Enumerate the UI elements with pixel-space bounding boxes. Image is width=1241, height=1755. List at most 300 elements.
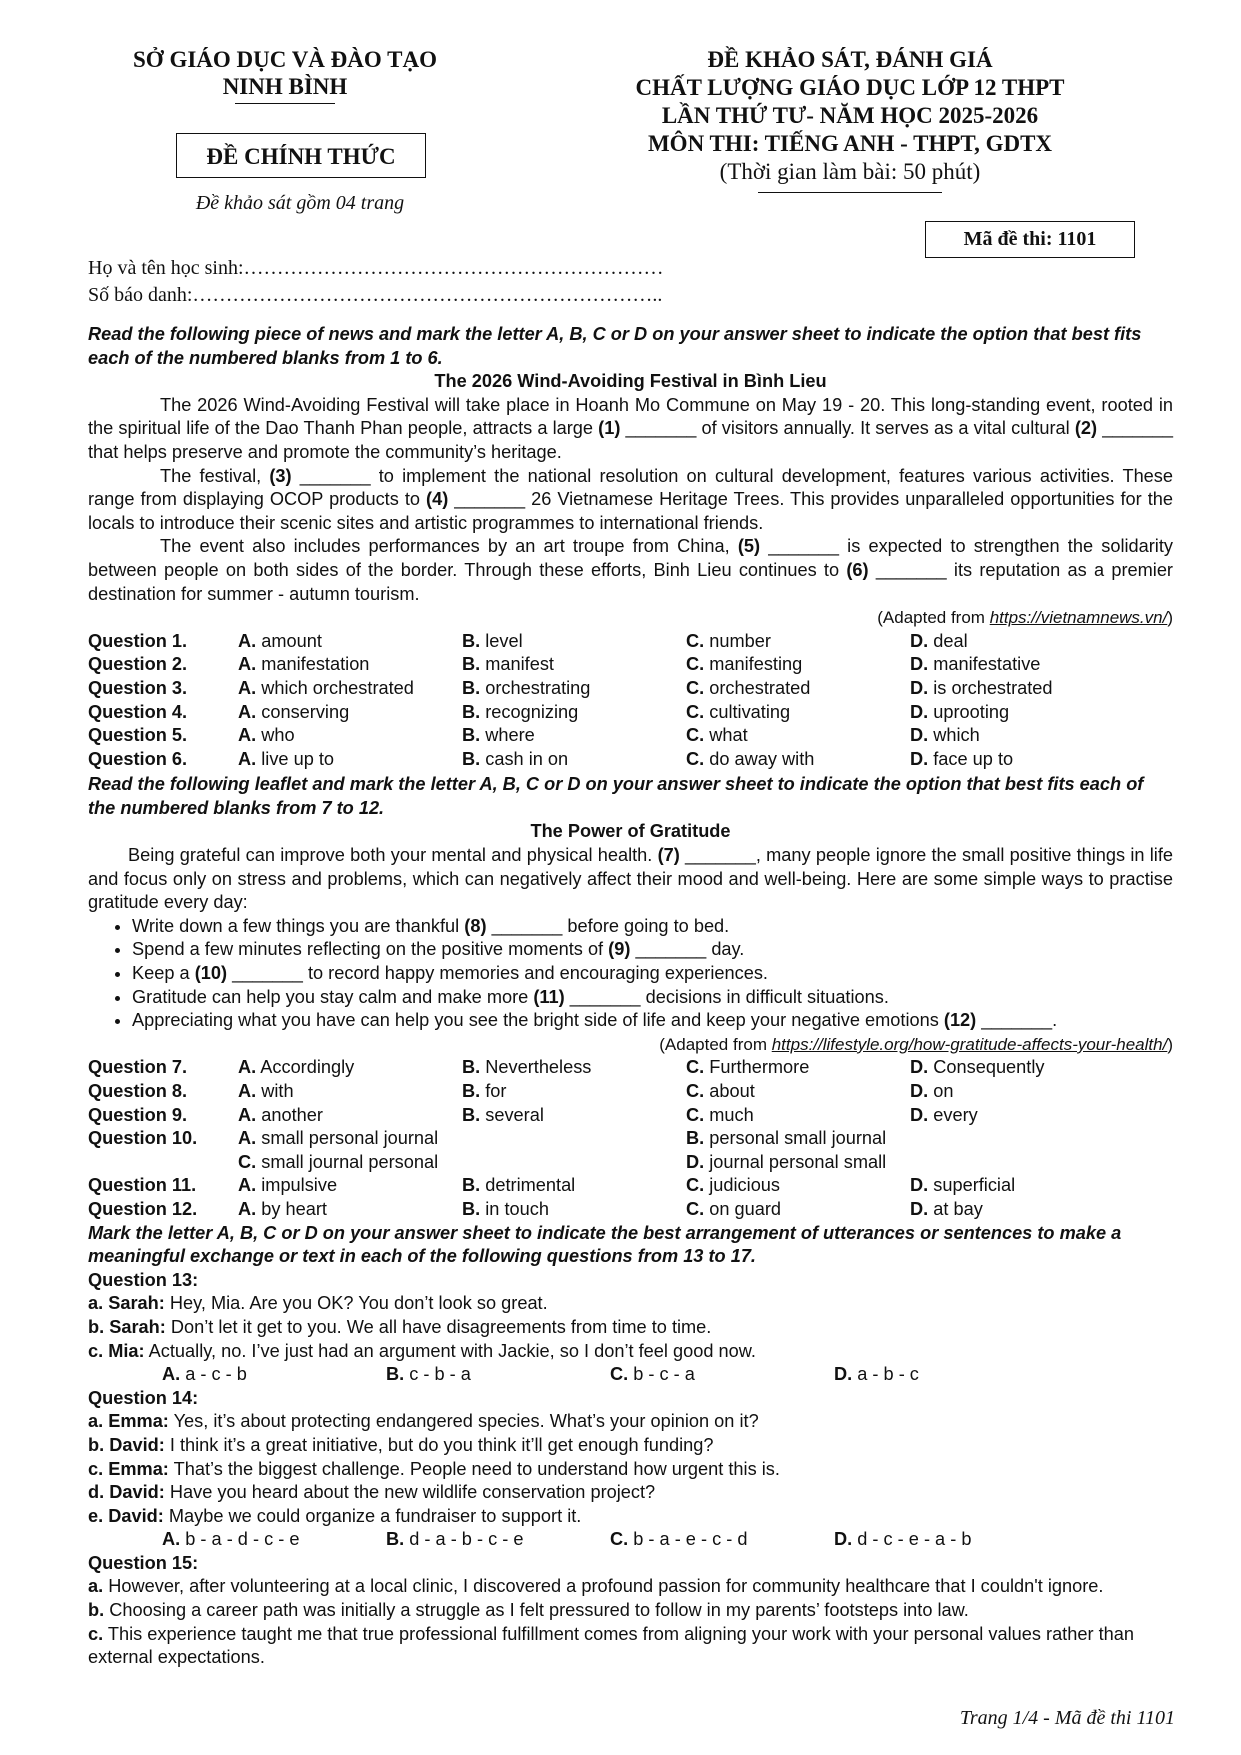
utterance-text: Have you heard about the new wildlife conservation project?: [164, 1482, 656, 1503]
option-a[interactable]: [238, 677, 462, 701]
sentence-text: However, after volunteering at a local clinic, I discovered a profound passion for community healthcare that I couldn't ignore.: [103, 1576, 1104, 1597]
title-divider: [758, 192, 942, 193]
option-text: personal small journal: [709, 1128, 887, 1149]
option-text: what: [709, 725, 748, 746]
option-letter: C.: [686, 630, 705, 651]
option-letter: C.: [686, 1198, 705, 1219]
option-letter: A.: [238, 701, 257, 722]
table-row: [88, 1198, 1173, 1222]
utterance: [88, 1505, 1173, 1529]
option-b[interactable]: [462, 748, 686, 772]
leaflet-title: The Power of Gratitude: [530, 821, 731, 842]
option-a[interactable]: [238, 724, 462, 748]
option-text: for: [485, 1081, 507, 1101]
option-c[interactable]: [686, 1198, 910, 1222]
table-row: [88, 630, 1173, 654]
list-item: [132, 986, 1173, 1010]
option-letter: C.: [686, 654, 705, 675]
blank-marker: (9): [608, 939, 631, 960]
text-run: _______ to implement the national resolution on cultural development, features various activities. These range from displaying OCOP products to: [88, 465, 1174, 510]
option-letter: B.: [462, 1175, 481, 1196]
text-run: _______ decisions in difficult situations.: [564, 986, 889, 1007]
text-run: The festival,: [160, 465, 270, 486]
department-header: [95, 46, 475, 104]
utterance-tag: d. David:: [88, 1482, 165, 1503]
option-c[interactable]: [686, 630, 910, 654]
option-letter: D.: [834, 1364, 853, 1385]
option-b[interactable]: [462, 653, 686, 677]
sentence-tag: a.: [88, 1576, 104, 1597]
option-text: orchestrated: [709, 677, 811, 698]
option-letter: A.: [238, 748, 257, 769]
table-row: [88, 701, 1173, 725]
option-letter: C.: [686, 1175, 705, 1196]
article-title: The 2026 Wind-Avoiding Festival in Bình Lieu: [434, 371, 827, 392]
exam-title-line2: CHẤT LƯỢNG GIÁO DỤC LỚP 12 THPT: [635, 75, 1065, 100]
utterance: [88, 1410, 1173, 1434]
table-row: [88, 1151, 1173, 1175]
option-text: small personal journal: [261, 1128, 439, 1149]
option-text: manifestative: [933, 654, 1041, 675]
option-text: at bay: [933, 1198, 983, 1219]
option-text: with: [261, 1081, 294, 1101]
utterance: [88, 1292, 1173, 1316]
option-text: which orchestrated: [261, 677, 414, 698]
option-letter: D.: [910, 1175, 929, 1196]
option-letter: D.: [910, 701, 929, 722]
source-link[interactable]: https://lifestyle.org/how-gratitude-affects-your-health/: [771, 1034, 1168, 1054]
text-run: Keep a: [132, 963, 195, 984]
question-label: Question 5.: [88, 725, 188, 746]
option-letter: B.: [462, 1104, 481, 1125]
option-text: several: [485, 1104, 544, 1125]
question-10: [88, 1127, 1173, 1174]
option-letter: D.: [910, 1081, 929, 1101]
blank-marker: (11): [533, 986, 565, 1007]
option-text: uprooting: [933, 701, 1010, 722]
option-letter: B.: [462, 654, 481, 675]
option-c[interactable]: [686, 1056, 910, 1080]
option-letter: D.: [910, 677, 929, 698]
option-text: journal personal small: [709, 1151, 887, 1172]
option-text: level: [485, 630, 523, 651]
option-text: live up to: [261, 748, 335, 769]
option-letter: C.: [686, 677, 705, 698]
option-letter: D.: [910, 748, 929, 769]
table-row: [88, 1104, 1173, 1128]
option-b[interactable]: [462, 630, 686, 654]
option-d[interactable]: [910, 1174, 1173, 1198]
option-d[interactable]: [910, 1080, 1173, 1104]
option-letter: C.: [686, 1057, 705, 1078]
text-run: Appreciating what you have can help you see the bright side of life and keep your negative emotions: [132, 1010, 944, 1031]
option-text: judicious: [709, 1175, 781, 1196]
option-letter: B.: [462, 677, 481, 698]
header-divider: [235, 103, 335, 104]
option-letter: D.: [834, 1529, 853, 1550]
option-a[interactable]: [238, 1174, 462, 1198]
option-d[interactable]: [910, 748, 1173, 772]
sentence-tag: c.: [88, 1623, 104, 1644]
text-run: _______ before going to bed.: [486, 915, 730, 936]
option-letter: D.: [910, 1057, 929, 1078]
utterance: [88, 1458, 1173, 1482]
table-row: [88, 1080, 1173, 1104]
table-row: [88, 1127, 1173, 1151]
option-letter: C.: [238, 1151, 257, 1172]
option-b[interactable]: [462, 701, 686, 725]
option-text: deal: [933, 630, 968, 651]
option-b[interactable]: [462, 1104, 686, 1128]
option-a[interactable]: [238, 701, 462, 725]
option-letter: B.: [462, 1198, 481, 1219]
option-text: recognizing: [485, 701, 579, 722]
option-letter: A.: [238, 630, 257, 651]
exam-title-line3: LẦN THỨ TƯ- NĂM HỌC 2025-2026: [661, 103, 1039, 128]
option-text: is orchestrated: [933, 677, 1053, 698]
option-a[interactable]: [162, 1363, 386, 1387]
question-13-options: [88, 1363, 1173, 1387]
option-d[interactable]: [910, 1104, 1173, 1128]
option-text: Accordingly: [260, 1057, 355, 1078]
utterance-tag: e. David:: [88, 1505, 164, 1526]
option-d[interactable]: [910, 701, 1173, 725]
option-d[interactable]: [910, 724, 1173, 748]
text-run: _______, many people ignore the small positive things in life and focus only on stress and problems, which can negatively affect their mood and well-being. Here are some simple ways to practise gratitude every day:: [88, 845, 1173, 913]
article-source: [88, 606, 1173, 630]
text-run: Spend a few minutes reflecting on the positive moments of: [132, 939, 609, 960]
option-letter: B.: [462, 725, 481, 746]
sentence: [88, 1575, 1173, 1599]
option-text: impulsive: [261, 1175, 338, 1196]
option-letter: A.: [162, 1364, 181, 1385]
option-b[interactable]: [686, 1127, 1173, 1151]
department-name: SỞ GIÁO DỤC VÀ ĐÀO TẠO: [133, 47, 437, 72]
option-letter: A.: [238, 1128, 257, 1149]
option-c[interactable]: [610, 1363, 834, 1387]
option-letter: C.: [686, 725, 705, 746]
option-b[interactable]: [462, 1056, 686, 1080]
option-letter: C.: [686, 1104, 705, 1125]
question-label: Question 10.: [88, 1128, 198, 1149]
option-letter: D.: [910, 654, 929, 675]
option-c[interactable]: [686, 701, 910, 725]
source-suffix: ): [1167, 608, 1173, 628]
source-link[interactable]: https://vietnamnews.vn/: [989, 608, 1168, 628]
sentence: [88, 1623, 1173, 1670]
option-letter: A.: [238, 1198, 257, 1219]
option-text: d - c - e - a - b: [857, 1529, 972, 1550]
list-item: [132, 938, 1173, 962]
student-name-field[interactable]: Họ và tên học sinh:………………………………………………………: [88, 257, 664, 279]
exam-subject: MÔN THI: TIẾNG ANH - THPT, GDTX: [647, 131, 1053, 156]
table-row: [88, 748, 1173, 772]
option-c[interactable]: [686, 1080, 910, 1104]
option-d[interactable]: [910, 1198, 1173, 1222]
exam-time-note: (Thời gian làm bài: 50 phút): [719, 159, 981, 184]
section-1-instruction: Read the following piece of news and mark the letter A, B, C or D on your answer sheet to indicate the option that best fits each of the numbered blanks from 1 to 6.: [88, 324, 1142, 368]
option-b[interactable]: [462, 1080, 686, 1104]
option-text: about: [709, 1081, 755, 1101]
sentence-text: Choosing a career path was initially a struggle as I felt pressured to follow in my parents’ footsteps into law.: [104, 1600, 969, 1621]
article-paragraph-1: [88, 394, 1173, 465]
option-c[interactable]: [610, 1528, 834, 1552]
option-a[interactable]: [238, 630, 462, 654]
option-text: number: [709, 630, 771, 651]
question-label: Question 3.: [88, 677, 188, 698]
question-label: Question 4.: [88, 701, 188, 722]
blank-marker: (12): [943, 1010, 977, 1031]
option-c[interactable]: [686, 1104, 910, 1128]
option-text: Consequently: [933, 1057, 1045, 1078]
option-text: cash in on: [485, 748, 569, 769]
leaflet-bullets: [88, 915, 1173, 1033]
option-text: c - b - a: [409, 1364, 471, 1385]
utterance-tag: a. Emma:: [88, 1411, 169, 1432]
option-b[interactable]: [462, 1198, 686, 1222]
utterance: [88, 1434, 1173, 1458]
text-run: _______ is expected to strengthen the solidarity between people on both sides of the border. Through these efforts, Binh Lieu continues to: [88, 536, 1173, 580]
question-14-options: [88, 1528, 1173, 1552]
table-row: [88, 653, 1173, 677]
question-label: Question 15:: [88, 1552, 199, 1573]
question-label: Question 12.: [88, 1198, 198, 1219]
text-run: _______ day.: [630, 939, 745, 960]
option-text: b - a - d - c - e: [185, 1529, 300, 1550]
option-text: a - c - b: [185, 1364, 247, 1385]
option-letter: A.: [238, 1081, 257, 1101]
utterance: [88, 1316, 1173, 1340]
question-label: Question 8.: [88, 1081, 188, 1101]
leaflet-intro: [88, 844, 1173, 915]
option-c[interactable]: [686, 653, 910, 677]
sentence: [88, 1599, 1173, 1623]
option-a[interactable]: [238, 748, 462, 772]
sentence-tag: b.: [88, 1600, 105, 1621]
question-label: Question 7.: [88, 1057, 188, 1078]
article-paragraph-2: [88, 465, 1173, 536]
article-paragraph-3: [88, 535, 1173, 606]
option-letter: A.: [238, 1104, 257, 1125]
option-text: amount: [261, 630, 322, 651]
questions-1-6: [88, 630, 1173, 772]
utterance-text: Yes, it’s about protecting endangered species. What’s your opinion on it?: [168, 1411, 759, 1432]
text-run: _______ of visitors annually. It serves as a vital cultural: [620, 418, 1075, 439]
text-run: The 2026 Wind-Avoiding Festival will take place in Hoanh Mo Commune on May 19 - 20. This long-standing event, rooted in the spiritual life of the Dao Thanh Phan people, attracts a large: [88, 394, 1173, 439]
option-d[interactable]: [910, 677, 1173, 701]
option-letter: C.: [610, 1364, 629, 1385]
section-1: [88, 323, 1173, 1670]
option-c[interactable]: [238, 1151, 686, 1175]
text-run: Gratitude can help you stay calm and make more: [132, 986, 534, 1007]
option-text: where: [485, 725, 535, 746]
option-text: manifestation: [261, 654, 370, 675]
exam-title-line1: ĐỀ KHẢO SÁT, ĐÁNH GIÁ: [707, 47, 993, 72]
option-a[interactable]: [238, 653, 462, 677]
blank-marker: (1): [598, 418, 621, 439]
table-row: [88, 677, 1173, 701]
option-d[interactable]: [834, 1363, 1058, 1387]
text-run: Being grateful can improve both your mental and physical health.: [128, 845, 658, 866]
text-run: Write down a few things you are thankful: [132, 915, 465, 936]
utterance: [88, 1340, 1173, 1364]
blank-marker: (2): [1074, 418, 1098, 439]
blank-marker: (4): [426, 489, 449, 510]
option-letter: B.: [386, 1364, 405, 1385]
option-letter: B.: [686, 1128, 705, 1149]
text-run: _______ 26 Vietnamese Heritage Trees. This provides unparalleled opportunities for the locals to introduce their scenic sites and artistic programmes to international friends.: [88, 489, 1173, 533]
question-label: Question 13:: [88, 1269, 199, 1290]
option-c[interactable]: [686, 748, 910, 772]
option-text: detrimental: [485, 1175, 576, 1196]
option-letter: C.: [686, 748, 705, 769]
option-letter: A.: [238, 1057, 257, 1078]
option-d[interactable]: [910, 1056, 1173, 1080]
option-letter: C.: [610, 1529, 629, 1550]
option-text: which: [933, 725, 980, 746]
section-3-instruction: Mark the letter A, B, C or D on your answer sheet to indicate the best arrangement of utterances or sentences to make a meaningful exchange or text in each of the following questions from 13 to 17.: [88, 1222, 1122, 1267]
option-text: another: [261, 1104, 323, 1125]
question-label: Question 14:: [88, 1387, 199, 1408]
option-d[interactable]: [834, 1528, 1058, 1552]
blank-marker: (6): [846, 559, 869, 580]
question-15: [88, 1552, 1173, 1670]
question-14: [88, 1387, 1173, 1552]
option-text: b - c - a: [633, 1364, 695, 1385]
option-text: manifest: [485, 654, 554, 675]
option-b[interactable]: [462, 1174, 686, 1198]
option-a[interactable]: [238, 1198, 462, 1222]
option-text: do away with: [709, 748, 815, 769]
pages-note: Đề khảo sát gồm 04 trang: [195, 192, 405, 214]
blank-marker: (3): [269, 465, 292, 486]
utterance-text: I think it’s a great initiative, but do you think it’ll get enough funding?: [164, 1434, 714, 1455]
option-letter: B.: [462, 1057, 481, 1078]
question-label: Question 2.: [88, 654, 188, 675]
option-text: conserving: [261, 701, 350, 722]
option-text: orchestrating: [485, 677, 591, 698]
text-run: _______ to record happy memories and encouraging experiences.: [227, 963, 768, 984]
blank-marker: (5): [737, 536, 761, 557]
option-letter: D.: [910, 1104, 929, 1125]
option-letter: B.: [462, 1081, 481, 1101]
option-letter: A.: [238, 677, 257, 698]
option-a[interactable]: [238, 1127, 686, 1151]
student-id-field[interactable]: Số báo danh:……………………………………………………………..: [88, 284, 663, 306]
option-d[interactable]: [910, 630, 1173, 654]
option-c[interactable]: [686, 1174, 910, 1198]
blank-marker: (8): [464, 915, 487, 936]
text-run: The event also includes performances by an art troupe from China,: [160, 536, 738, 557]
option-b[interactable]: [462, 724, 686, 748]
option-letter: B.: [462, 701, 481, 722]
option-text: b - a - e - c - d: [633, 1529, 748, 1550]
text-run: _______ its reputation as a premier destination for summer - autumn tourism.: [88, 559, 1173, 604]
source-prefix: (Adapted from: [877, 608, 990, 628]
table-row: [88, 1174, 1173, 1198]
option-a[interactable]: [162, 1528, 386, 1552]
option-text: small journal personal: [261, 1151, 439, 1172]
utterance-tag: b. Sarah:: [88, 1316, 166, 1337]
option-letter: C.: [686, 701, 705, 722]
option-a[interactable]: [238, 1104, 462, 1128]
option-d[interactable]: [910, 653, 1173, 677]
exam-title-block: [575, 46, 1125, 193]
utterance: [88, 1481, 1173, 1505]
option-d[interactable]: [686, 1151, 1173, 1175]
option-a[interactable]: [238, 1056, 462, 1080]
table-row: [88, 724, 1173, 748]
text-run: _______.: [976, 1010, 1058, 1031]
option-letter: A.: [162, 1529, 181, 1550]
list-item: [132, 962, 1173, 986]
question-label: Question 11.: [88, 1175, 197, 1196]
option-c[interactable]: [686, 677, 910, 701]
option-letter: B.: [386, 1529, 405, 1550]
utterance-tag: b. David:: [88, 1434, 165, 1455]
list-item: [132, 1009, 1173, 1033]
leaflet-source: [88, 1033, 1173, 1057]
option-c[interactable]: [686, 724, 910, 748]
option-b[interactable]: [462, 677, 686, 701]
option-text: in touch: [485, 1198, 549, 1219]
option-a[interactable]: [238, 1080, 462, 1104]
utterance-text: That’s the biggest challenge. People need to understand how urgent this is.: [168, 1458, 780, 1479]
table-row: [88, 1056, 1173, 1080]
option-text: who: [261, 725, 295, 746]
question-label-spacer: [88, 1151, 238, 1175]
utterance-text: Maybe we could organize a fundraiser to support it.: [163, 1505, 582, 1526]
list-item: [132, 915, 1173, 939]
blank-marker: (10): [194, 963, 228, 984]
utterance-text: Actually, no. I’ve just had an argument with Jackie, so I don’t feel good now.: [144, 1340, 756, 1361]
option-letter: B.: [462, 630, 481, 651]
option-text: by heart: [261, 1198, 327, 1219]
text-run: _______ that helps preserve and promote the community’s heritage.: [88, 418, 1173, 462]
question-label: Question 9.: [88, 1104, 188, 1125]
page-footer: Trang 1/4 - Mã đề thi 1101: [959, 1707, 1175, 1729]
option-letter: D.: [910, 1198, 929, 1219]
province-name: NINH BÌNH: [222, 74, 348, 99]
option-letter: D.: [910, 630, 929, 651]
source-suffix: ): [1167, 1034, 1173, 1054]
official-label-box: ĐỀ CHÍNH THỨC: [176, 133, 426, 178]
option-text: d - a - b - c - e: [409, 1529, 524, 1550]
exam-code-box: Mã đề thi: 1101: [925, 221, 1135, 258]
option-text: on: [933, 1081, 954, 1101]
option-text: a - b - c: [857, 1364, 919, 1385]
option-text: superficial: [933, 1175, 1016, 1196]
option-text: face up to: [933, 748, 1014, 769]
utterance-text: Hey, Mia. Are you OK? You don’t look so great.: [164, 1293, 548, 1314]
question-label: Question 6.: [88, 748, 188, 769]
utterance-tag: a. Sarah:: [88, 1293, 165, 1314]
question-label: Question 1.: [88, 630, 188, 651]
sentence-text: This experience taught me that true professional fulfillment comes from aligning your work with your personal values rather than external expectations.: [88, 1623, 1134, 1668]
option-text: every: [933, 1104, 978, 1125]
option-text: much: [709, 1104, 754, 1125]
option-text: Nevertheless: [485, 1057, 592, 1078]
option-letter: B.: [462, 748, 481, 769]
source-prefix: (Adapted from: [659, 1034, 772, 1054]
option-letter: D.: [686, 1151, 705, 1172]
utterance-tag: c. Mia:: [88, 1340, 145, 1361]
option-text: Furthermore: [709, 1057, 810, 1078]
utterance-tag: c. Emma:: [88, 1458, 169, 1479]
option-b[interactable]: [386, 1528, 610, 1552]
option-b[interactable]: [386, 1363, 610, 1387]
utterance-text: Don’t let it get to you. We all have disagreements from time to time.: [165, 1316, 712, 1337]
